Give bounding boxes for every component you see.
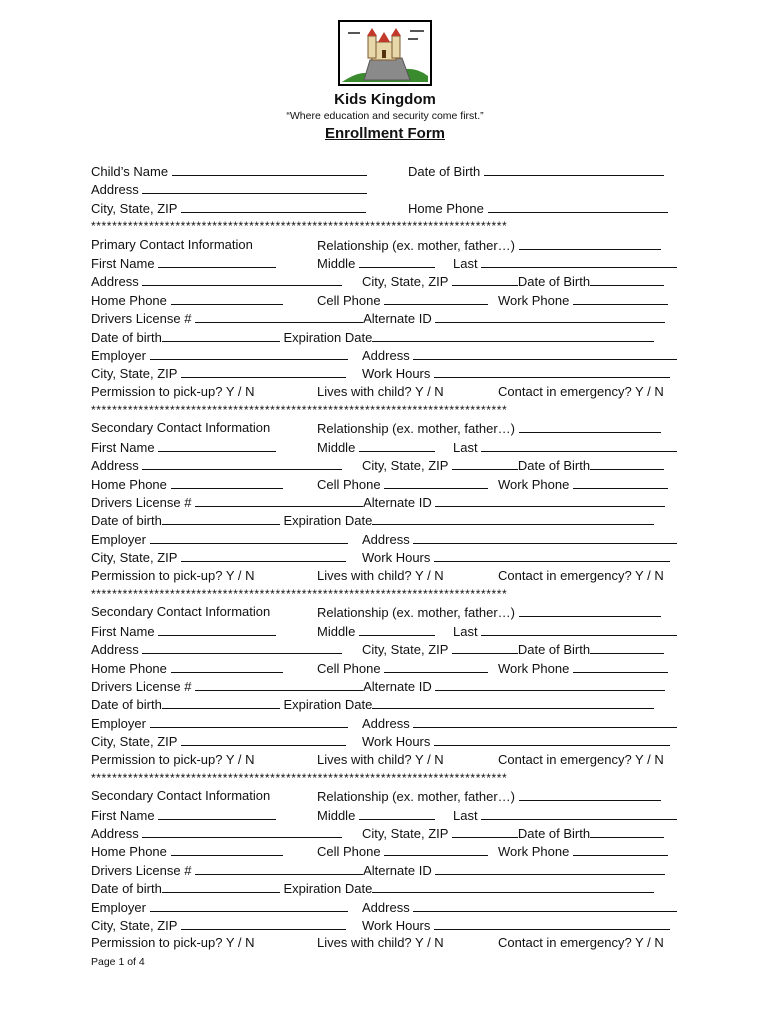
license-label: Drivers License #: [91, 495, 192, 511]
employer-row: [91, 714, 681, 732]
address-label: Address: [91, 642, 139, 658]
expiration-label: Expiration Date: [283, 513, 373, 529]
expiration-field[interactable]: [372, 879, 654, 893]
employer-address-field[interactable]: [413, 714, 677, 728]
cell-phone-field[interactable]: [384, 659, 488, 673]
permission-row: [91, 567, 681, 585]
expiration-label: Expiration Date: [283, 697, 373, 713]
employer-field[interactable]: [150, 898, 348, 912]
name-row: [91, 438, 681, 456]
address-label: Address: [91, 458, 139, 474]
work-phone-label: Work Phone: [498, 476, 570, 492]
dob-field[interactable]: [590, 824, 664, 838]
permission-row: [91, 934, 681, 952]
home-phone-label: Home Phone: [91, 844, 167, 860]
contact-heading: Secondary Contact Information: [91, 788, 271, 804]
enrollment-form: [91, 162, 681, 953]
work-hours-field[interactable]: [434, 548, 670, 562]
employer-field[interactable]: [150, 346, 348, 360]
relationship-field[interactable]: [519, 419, 661, 433]
address-field[interactable]: [142, 272, 342, 286]
last-name-field[interactable]: [481, 438, 677, 452]
lives-with-child[interactable]: Lives with child? Y / N: [317, 751, 444, 767]
pickup-permission[interactable]: Permission to pick-up? Y / N: [91, 567, 255, 583]
phone-row: [91, 475, 681, 493]
address-row: [91, 456, 681, 474]
work-phone-label: Work Phone: [498, 844, 570, 860]
city2-field[interactable]: [181, 916, 346, 930]
contact-block: [91, 585, 681, 769]
permission-row: [91, 383, 681, 401]
cell-phone-label: Cell Phone: [317, 660, 381, 676]
child-name-label: Child’s Name: [91, 164, 169, 179]
city-label: City, State, ZIP: [362, 826, 449, 842]
last-name-label: Last: [453, 623, 478, 639]
contact-heading-row: [91, 236, 681, 254]
employer-row: [91, 898, 681, 916]
child-home-phone-field[interactable]: [488, 199, 668, 213]
first-name-label: First Name: [91, 807, 155, 823]
city-label: City, State, ZIP: [362, 274, 449, 290]
cell-phone-field[interactable]: [384, 842, 488, 856]
child-address-field[interactable]: [142, 180, 367, 194]
city2-label: City, State, ZIP: [91, 918, 178, 934]
contact-block: [91, 401, 681, 585]
home-phone-label: Home Phone: [91, 476, 167, 492]
contact-heading: Secondary Contact Information: [91, 420, 271, 436]
alt-id-field[interactable]: [435, 677, 665, 691]
expiration-label: Expiration Date: [283, 329, 373, 345]
first-name-field[interactable]: [158, 806, 276, 820]
work-phone-field[interactable]: [573, 291, 668, 305]
work-hours-label: Work Hours: [362, 366, 431, 382]
city2-field[interactable]: [181, 548, 346, 562]
form-title: Enrollment Form: [324, 125, 445, 142]
separator: *******************************************************************************: [91, 770, 508, 785]
emergency-contact[interactable]: Contact in emergency? Y / N: [498, 751, 664, 767]
phone-row: [91, 659, 681, 677]
home-phone-field[interactable]: [171, 475, 283, 489]
employer-address-field[interactable]: [413, 346, 677, 360]
birth-field[interactable]: [162, 511, 280, 525]
dob-label: Date of Birth: [517, 274, 591, 290]
work-row: [91, 364, 681, 382]
home-phone-field[interactable]: [171, 659, 283, 673]
separator: *******************************************************************************: [91, 403, 508, 418]
child-name-row: [91, 162, 681, 180]
employer-address-field[interactable]: [413, 898, 677, 912]
alt-id-label: Alternate ID: [363, 311, 432, 327]
city-label: City, State, ZIP: [362, 642, 449, 658]
employer-label: Employer: [91, 715, 146, 731]
name-row: [91, 806, 681, 824]
expiration-field[interactable]: [372, 511, 654, 525]
work-hours-field[interactable]: [434, 364, 670, 378]
work-phone-field[interactable]: [573, 475, 668, 489]
license-label: Drivers License #: [91, 311, 192, 327]
license-field[interactable]: [195, 309, 363, 323]
relationship-field[interactable]: [519, 787, 661, 801]
middle-name-field[interactable]: [359, 438, 435, 452]
phone-row: [91, 291, 681, 309]
contact-block: [91, 769, 681, 953]
first-name-field[interactable]: [158, 438, 276, 452]
last-name-label: Last: [453, 255, 478, 271]
middle-name-label: Middle: [317, 807, 356, 823]
contact-heading: Secondary Contact Information: [91, 604, 271, 620]
emergency-contact[interactable]: Contact in emergency? Y / N: [498, 383, 664, 399]
dob-label: Date of Birth: [517, 458, 591, 474]
alt-id-field[interactable]: [435, 309, 665, 323]
child-city-row: [91, 199, 681, 217]
dob-label: Date of Birth: [517, 826, 591, 842]
birth-row: [91, 695, 681, 713]
school-name: Kids Kingdom: [334, 91, 436, 108]
license-field[interactable]: [195, 677, 363, 691]
name-row: [91, 254, 681, 272]
address-row: [91, 640, 681, 658]
pickup-permission[interactable]: Permission to pick-up? Y / N: [91, 751, 255, 767]
expiration-field[interactable]: [372, 695, 654, 709]
home-phone-field[interactable]: [171, 842, 283, 856]
address-row: [91, 824, 681, 842]
city2-field[interactable]: [181, 732, 346, 746]
last-name-label: Last: [453, 439, 478, 455]
cell-phone-label: Cell Phone: [317, 476, 381, 492]
employer-row: [91, 530, 681, 548]
emergency-contact[interactable]: Contact in emergency? Y / N: [498, 935, 664, 951]
alt-id-field[interactable]: [435, 861, 665, 875]
separator: *******************************************************************************: [91, 219, 508, 234]
lives-with-child[interactable]: Lives with child? Y / N: [317, 383, 444, 399]
license-field[interactable]: [195, 493, 363, 507]
license-row: [91, 861, 681, 879]
work-phone-label: Work Phone: [498, 660, 570, 676]
relationship-label: Relationship (ex. mother, father…): [317, 789, 515, 805]
expiration-field[interactable]: [372, 328, 654, 342]
contact-heading-row: [91, 603, 681, 621]
address-row: [91, 272, 681, 290]
child-dob-field[interactable]: [484, 162, 664, 176]
employer-address-label: Address: [362, 347, 410, 363]
contact-heading-row: [91, 787, 681, 805]
first-name-field[interactable]: [158, 622, 276, 636]
child-name-field[interactable]: [172, 162, 367, 176]
work-hours-field[interactable]: [434, 732, 670, 746]
birth-row: [91, 879, 681, 897]
address-label: Address: [91, 274, 139, 290]
employer-address-label: Address: [362, 531, 410, 547]
dob-field[interactable]: [590, 456, 664, 470]
dob-field[interactable]: [590, 272, 664, 286]
city2-label: City, State, ZIP: [91, 550, 178, 566]
slogan: “Where education and security come first.”: [286, 110, 484, 122]
license-label: Drivers License #: [91, 678, 192, 694]
last-name-field[interactable]: [481, 806, 677, 820]
license-row: [91, 493, 681, 511]
expiration-label: Expiration Date: [283, 881, 373, 897]
cell-phone-field[interactable]: [384, 475, 488, 489]
contact-block: [91, 217, 681, 401]
work-hours-label: Work Hours: [362, 550, 431, 566]
child-home-phone-label: Home Phone: [408, 200, 484, 216]
license-field[interactable]: [195, 861, 363, 875]
middle-name-field[interactable]: [359, 622, 435, 636]
address-field[interactable]: [142, 456, 342, 470]
work-phone-field[interactable]: [573, 659, 668, 673]
birth-row: [91, 328, 681, 346]
employer-label: Employer: [91, 899, 146, 915]
castle-icon: [340, 22, 430, 84]
address-field[interactable]: [142, 824, 342, 838]
birth-label: Date of birth: [91, 881, 162, 897]
phone-row: [91, 842, 681, 860]
city-field[interactable]: [452, 824, 518, 838]
birth-row: [91, 511, 681, 529]
work-hours-label: Work Hours: [362, 734, 431, 750]
relationship-field[interactable]: [519, 603, 661, 617]
name-row: [91, 622, 681, 640]
license-row: [91, 677, 681, 695]
employer-address-label: Address: [362, 715, 410, 731]
emergency-contact[interactable]: Contact in emergency? Y / N: [498, 567, 664, 583]
employer-address-field[interactable]: [413, 530, 677, 544]
first-name-label: First Name: [91, 255, 155, 271]
alt-id-field[interactable]: [435, 493, 665, 507]
child-address-row: [91, 180, 681, 198]
birth-field[interactable]: [162, 695, 280, 709]
license-row: [91, 309, 681, 327]
work-row: [91, 732, 681, 750]
employer-field[interactable]: [150, 530, 348, 544]
child-address-label: Address: [91, 182, 139, 198]
middle-name-field[interactable]: [359, 254, 435, 268]
contact-heading: Primary Contact Information: [91, 236, 253, 252]
page-number: Page 1 of 4: [91, 956, 145, 968]
middle-name-label: Middle: [317, 255, 356, 271]
relationship-label: Relationship (ex. mother, father…): [317, 605, 515, 621]
birth-label: Date of birth: [91, 513, 162, 529]
employer-label: Employer: [91, 347, 146, 363]
work-hours-label: Work Hours: [362, 918, 431, 934]
contacts-container: [91, 217, 681, 953]
last-name-field[interactable]: [481, 254, 677, 268]
contact-heading-row: [91, 419, 681, 437]
cell-phone-label: Cell Phone: [317, 292, 381, 308]
city-field[interactable]: [452, 456, 518, 470]
home-phone-field[interactable]: [171, 291, 283, 305]
work-row: [91, 548, 681, 566]
work-phone-label: Work Phone: [498, 292, 570, 308]
first-name-label: First Name: [91, 439, 155, 455]
employer-label: Employer: [91, 531, 146, 547]
alt-id-label: Alternate ID: [363, 862, 432, 878]
birth-label: Date of birth: [91, 329, 162, 345]
first-name-field[interactable]: [158, 254, 276, 268]
middle-name-label: Middle: [317, 623, 356, 639]
middle-name-label: Middle: [317, 439, 356, 455]
birth-field[interactable]: [162, 879, 280, 893]
alt-id-label: Alternate ID: [363, 678, 432, 694]
relationship-label: Relationship (ex. mother, father…): [317, 237, 515, 253]
employer-address-label: Address: [362, 899, 410, 915]
dob-label: Date of Birth: [517, 642, 591, 658]
employer-row: [91, 346, 681, 364]
lives-with-child[interactable]: Lives with child? Y / N: [317, 567, 444, 583]
dob-field[interactable]: [590, 640, 664, 654]
city-label: City, State, ZIP: [362, 458, 449, 474]
cell-phone-field[interactable]: [384, 291, 488, 305]
work-phone-field[interactable]: [573, 842, 668, 856]
alt-id-label: Alternate ID: [363, 495, 432, 511]
license-label: Drivers License #: [91, 862, 192, 878]
home-phone-label: Home Phone: [91, 292, 167, 308]
city2-label: City, State, ZIP: [91, 366, 178, 382]
relationship-label: Relationship (ex. mother, father…): [317, 421, 515, 437]
castle-logo: [338, 20, 432, 86]
middle-name-field[interactable]: [359, 806, 435, 820]
birth-field[interactable]: [162, 328, 280, 342]
work-hours-field[interactable]: [434, 916, 670, 930]
pickup-permission[interactable]: Permission to pick-up? Y / N: [91, 383, 255, 399]
child-city-label: City, State, ZIP: [91, 200, 178, 216]
relationship-field[interactable]: [519, 236, 661, 250]
birth-label: Date of birth: [91, 697, 162, 713]
address-label: Address: [91, 826, 139, 842]
city2-label: City, State, ZIP: [91, 734, 178, 750]
city2-field[interactable]: [181, 364, 346, 378]
first-name-label: First Name: [91, 623, 155, 639]
permission-row: [91, 751, 681, 769]
separator: *******************************************************************************: [91, 586, 508, 601]
pickup-permission[interactable]: Permission to pick-up? Y / N: [91, 935, 255, 951]
child-city-field[interactable]: [181, 199, 366, 213]
last-name-label: Last: [453, 807, 478, 823]
lives-with-child[interactable]: Lives with child? Y / N: [317, 935, 444, 951]
cell-phone-label: Cell Phone: [317, 844, 381, 860]
address-field[interactable]: [142, 640, 342, 654]
city-field[interactable]: [452, 640, 518, 654]
last-name-field[interactable]: [481, 622, 677, 636]
city-field[interactable]: [452, 272, 518, 286]
work-row: [91, 916, 681, 934]
child-dob-label: Date of Birth: [408, 164, 481, 179]
employer-field[interactable]: [150, 714, 348, 728]
home-phone-label: Home Phone: [91, 660, 167, 676]
